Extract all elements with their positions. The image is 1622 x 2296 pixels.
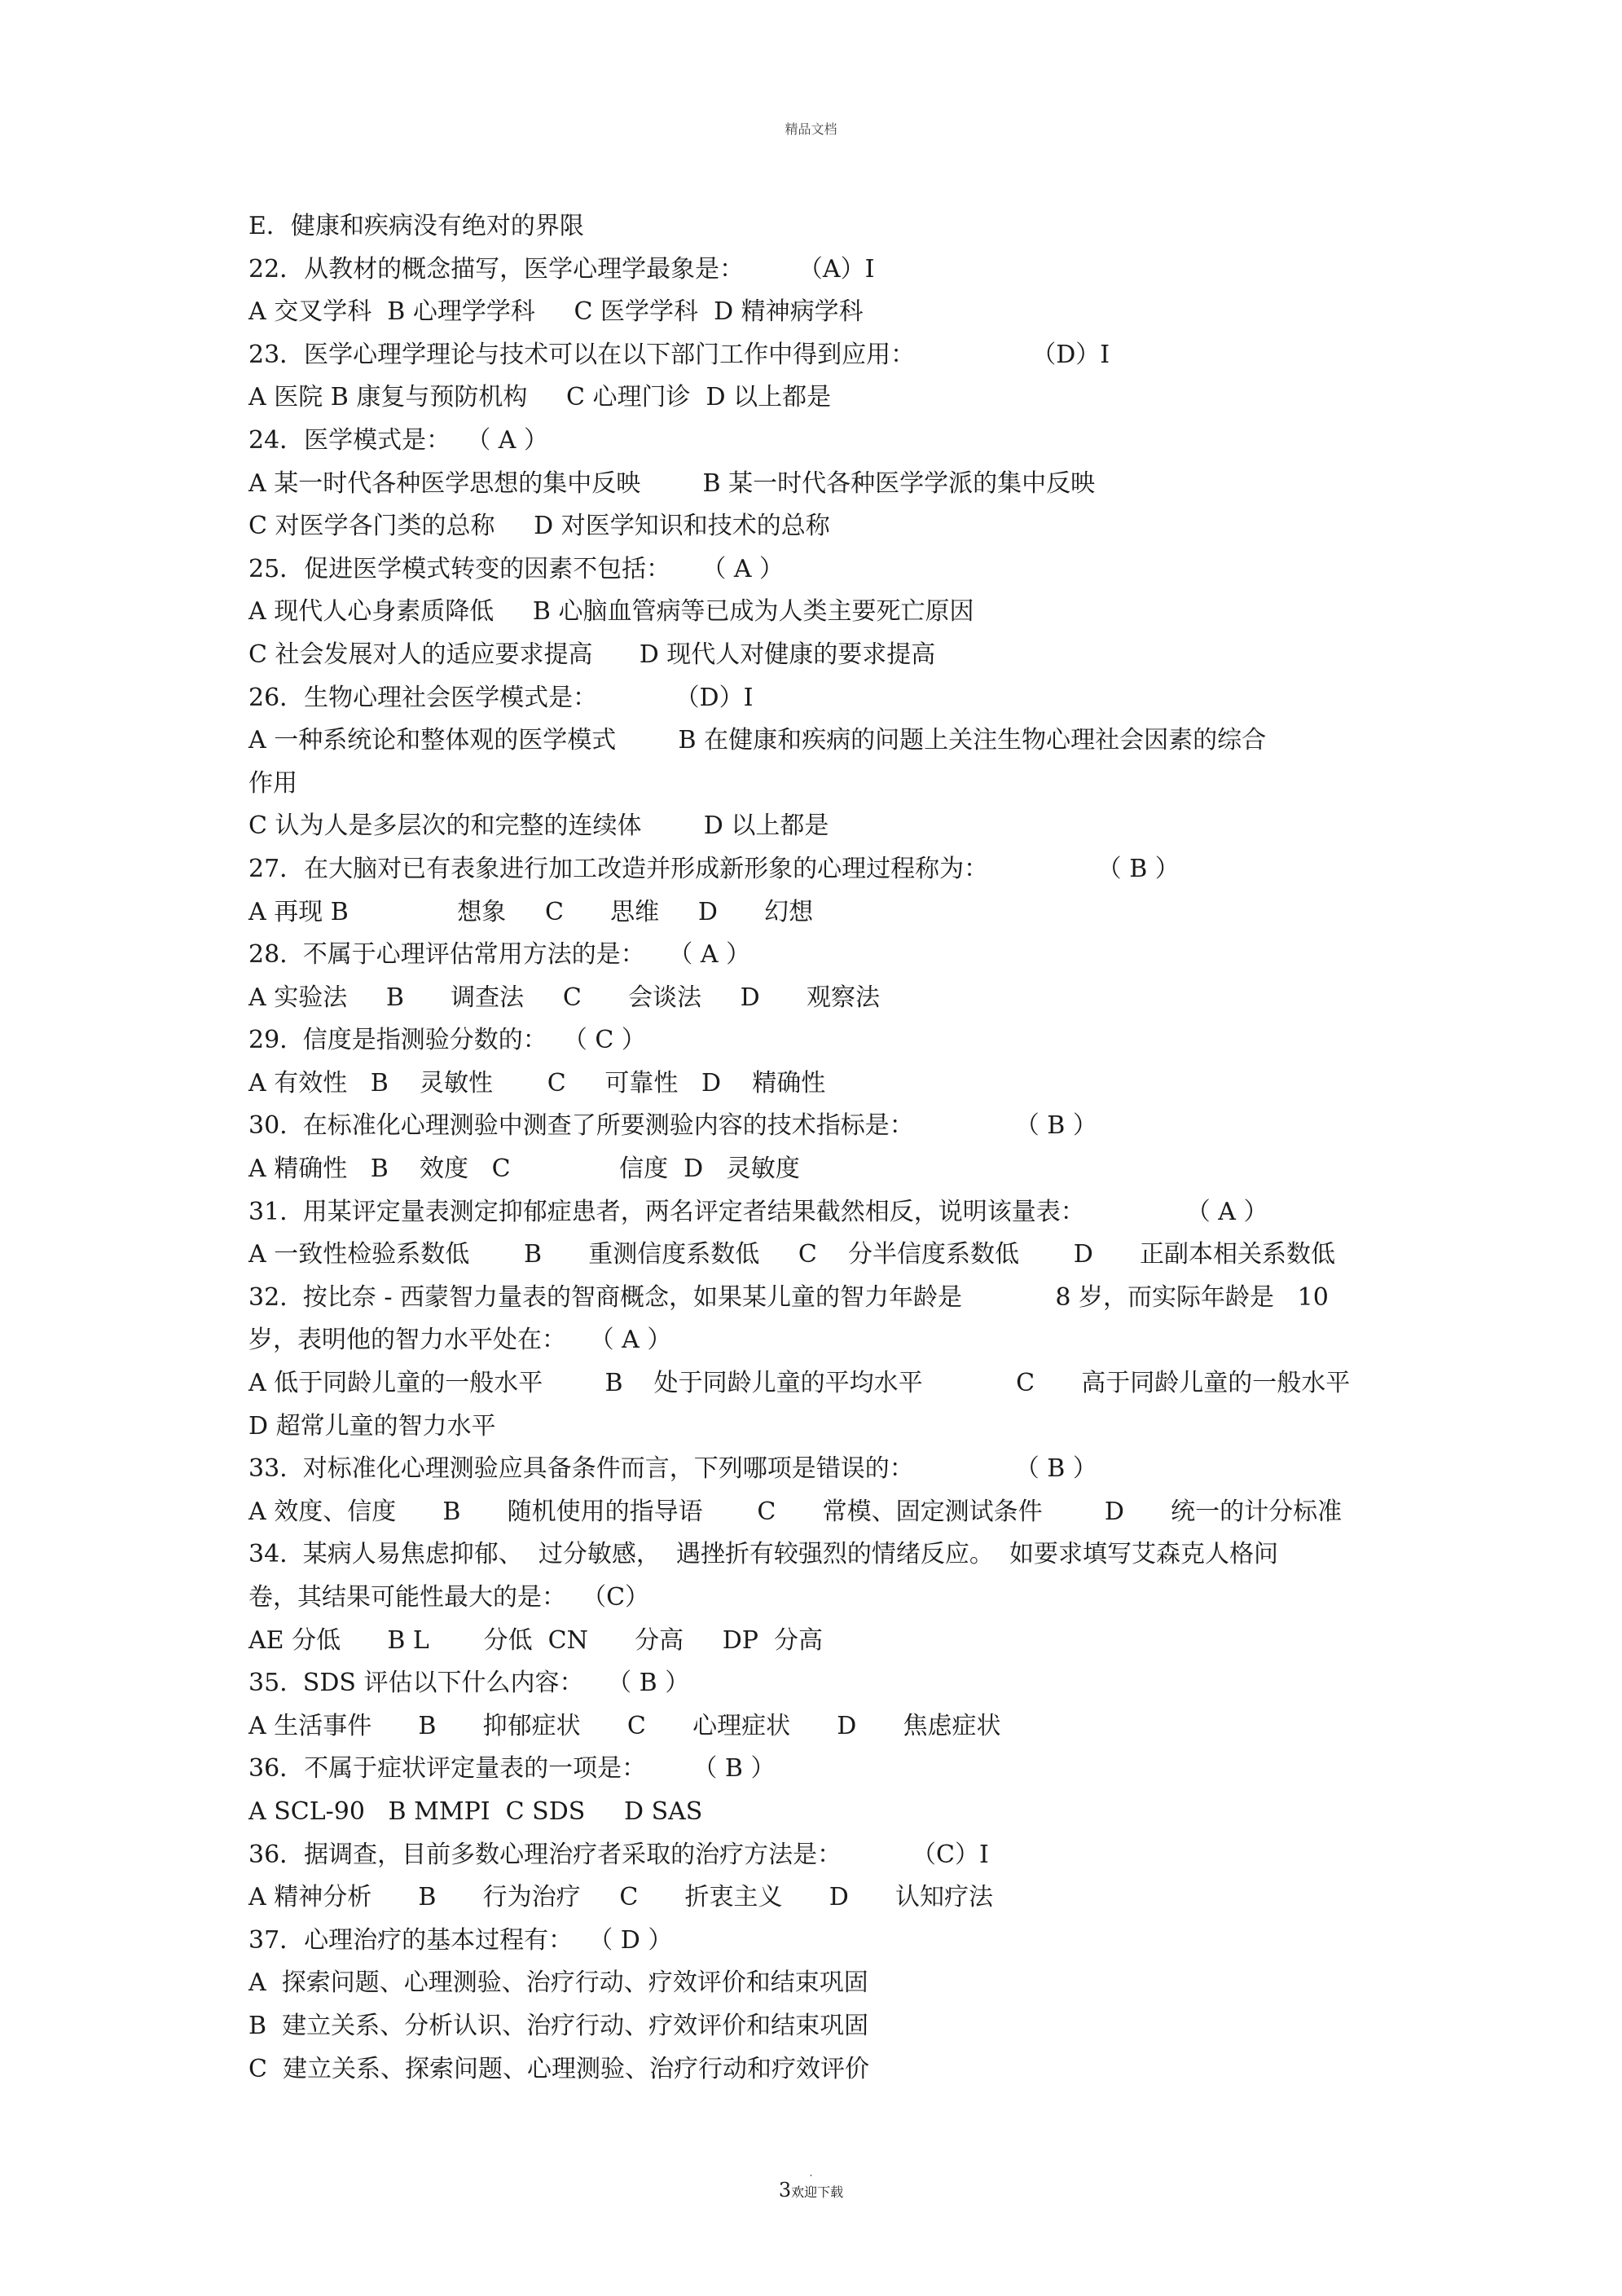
text-line: 31. 用某评定量表测定抑郁症患者，两名评定者结果截然相反，说明该量表： （ A ） — [248, 1197, 1268, 1226]
text-line: 35. SDS 评估以下什么内容： （ B ） — [248, 1669, 690, 1698]
text-line: 23．医学心理学理论与技术可以在以下部门工作中得到应用： （D）I — [248, 340, 1110, 369]
page-number: 3 — [778, 2179, 792, 2201]
text-line: 29. 信度是指测验分数的： （ C ） — [248, 1026, 646, 1055]
text-line: 22．从教材的概念描写，医学心理学最象是： （A）I — [248, 254, 875, 284]
text-line: AE 分低 B L 分低 CN 分高 DP 分高 — [248, 1625, 824, 1655]
text-line: A 效度、信度 B 随机使用的指导语 C 常模、固定测试条件 D 统一的计分标准 — [248, 1497, 1343, 1526]
text-line: 25．促进医学模式转变的因素不包括： （ A ） — [248, 554, 785, 583]
text-line: 24．医学模式是： （ A ） — [248, 425, 548, 455]
text-line: 作用 — [248, 768, 297, 798]
text-line: A 生活事件 B 抑郁症状 C 心理症状 D 焦虑症状 — [248, 1711, 1001, 1740]
text-line: A 精神分析 B 行为治疗 C 折衷主义 D 认知疗法 — [248, 1883, 994, 1912]
text-line: A 现代人心身素质降低 B 心脑血管病等已成为人类主要死亡原因 — [248, 597, 974, 627]
text-line: A 一致性检验系数低 B 重测信度系数低 C 分半信度系数低 D 正副本相关系数低 — [248, 1240, 1336, 1269]
text-line: E．健康和疾病没有绝对的界限 — [248, 212, 584, 240]
text-line: A 精确性 B 效度 C 信度 D 灵敏度 — [248, 1155, 800, 1184]
text-line: 30. 在标准化心理测验中测查了所要测验内容的技术指标是： （ B ） — [248, 1111, 1097, 1141]
text-line: 28. 不属于心理评估常用方法的是： （ A ） — [248, 940, 751, 970]
text-line: A 实验法 B 调查法 C 会谈法 D 观察法 — [248, 983, 880, 1012]
page-header: 精品文档 — [785, 121, 837, 137]
text-line: A 再现 B 想象 C 思维 D 幻想 — [248, 897, 814, 926]
text-line: C 建立关系、探索问题、心理测验、治疗行动和疗效评价 — [248, 2054, 870, 2083]
text-line: 36．不属于症状评定量表的一项是： （ B ） — [248, 1754, 776, 1784]
text-line: 岁，表明他的智力水平处在： （ A ） — [248, 1326, 672, 1355]
text-line: A 某一时代各种医学思想的集中反映 B 某一时代各种医学学派的集中反映 — [248, 468, 1096, 498]
text-line: A 交叉学科 B 心理学学科 C 医学学科 D 精神病学科 — [248, 297, 864, 327]
page-footer — [0, 2167, 1622, 2201]
text-line: C 认为人是多层次的和完整的连续体 D 以上都是 — [248, 812, 829, 841]
text-line: C 对医学各门类的总称 D 对医学知识和技术的总称 — [248, 512, 830, 541]
text-line: A 有效性 B 灵敏性 C 可靠性 D 精确性 — [248, 1068, 826, 1097]
text-line: B 建立关系、分析认识、治疗行动、疗效评价和结束巩固 — [248, 2011, 869, 2040]
text-line: 33. 对标准化心理测验应具备条件而言，下列哪项是错误的： （ B ） — [248, 1454, 1097, 1484]
text-line: 卷，其结果可能性最大的是： （C） — [248, 1583, 650, 1612]
text-line: C 社会发展对人的适应要求提高 D 现代人对健康的要求提高 — [248, 640, 936, 669]
text-line: 37．心理治疗的基本过程有： （ D ） — [248, 1925, 673, 1955]
text-line: 32. 按比奈 - 西蒙智力量表的智商概念，如果某儿童的智力年龄是 8 岁，而实际年龄是 10 — [248, 1282, 1329, 1312]
footer-dot: . — [809, 2166, 813, 2179]
text-line: 27．在大脑对已有表象进行加工改造并形成新形象的心理过程称为： （ B ） — [248, 854, 1180, 883]
footer-text: 欢迎下载 — [791, 2184, 844, 2200]
text-line: 36．据调查，目前多数心理治疗者采取的治疗方法是： （C）I — [248, 1840, 989, 1869]
text-line: A 医院 B 康复与预防机构 C 心理门诊 D 以上都是 — [248, 383, 832, 412]
document-body — [248, 205, 1389, 2091]
text-line: 34. 某病人易焦虑抑郁、 过分敏感， 遇挫折有较强烈的情绪反应。 如要求填写艾森克人格问 — [248, 1540, 1278, 1569]
text-line: A 探索问题、心理测验、治疗行动、疗效评价和结束巩固 — [248, 1968, 868, 1998]
text-line: A 一种系统论和整体观的医学模式 B 在健康和疾病的问题上关注生物心理社会因素的综合 — [248, 726, 1267, 755]
text-line: 26．生物心理社会医学模式是： （D）I — [248, 683, 754, 712]
text-line: D 超常儿童的智力水平 — [248, 1411, 496, 1440]
text-line: A 低于同龄儿童的一般水平 B 处于同龄儿童的平均水平 C 高于同龄儿童的一般水平 — [248, 1369, 1351, 1398]
text-line: A SCL-90 B MMPI C SDS D SAS — [248, 1797, 703, 1826]
